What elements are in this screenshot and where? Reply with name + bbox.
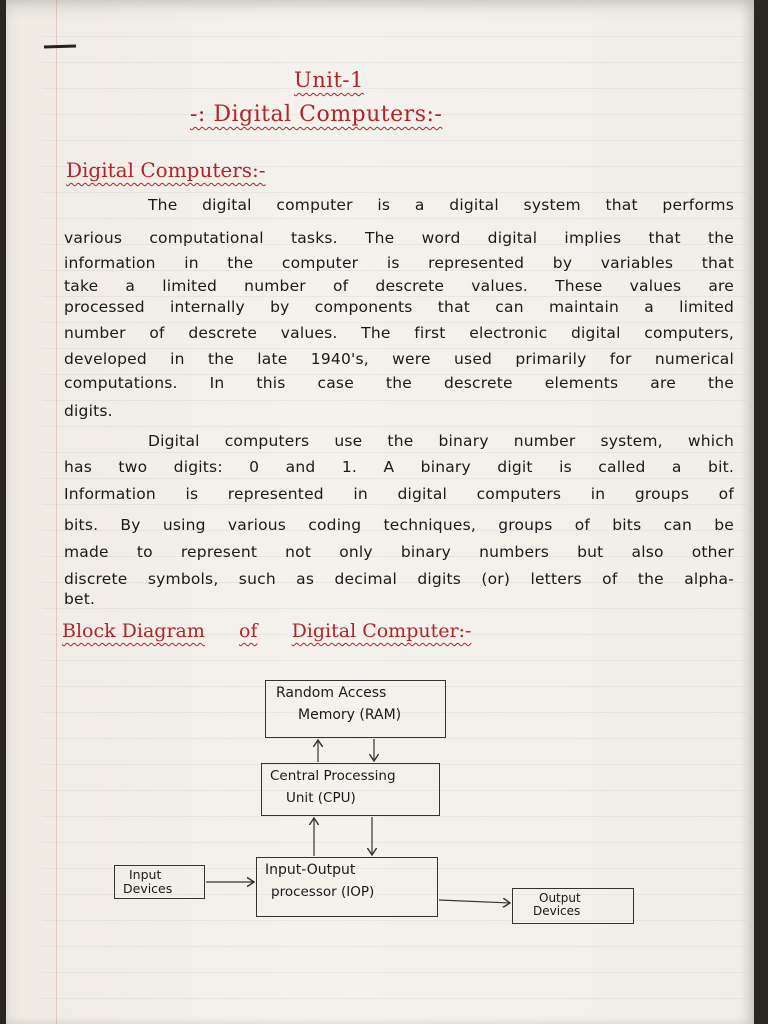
ruled-line: [42, 946, 746, 947]
ruled-line: [42, 348, 746, 349]
ruled-line: [42, 738, 746, 739]
ruled-line: [42, 192, 746, 193]
ruled-line: [42, 296, 746, 297]
paragraph2-line: has two digits: 0 and 1. A binary digit is called a bit.: [64, 458, 734, 476]
ruled-line: [42, 452, 746, 453]
paragraph2-line: Digital computers use the binary number system, which: [148, 432, 734, 450]
ruled-line: [42, 972, 746, 973]
paragraph2-line: made to represent not only binary numbers but also other: [64, 543, 734, 561]
page-heading-text: -: Digital Computers:-: [190, 102, 443, 127]
output-devices-box: [512, 888, 634, 924]
output-label-line2: Devices: [533, 904, 581, 918]
unit-title: Unit-1: [294, 68, 364, 92]
ruled-line: [42, 608, 746, 609]
ruled-line: [42, 816, 746, 817]
paragraph1-line: information in the computer is represented by variables that: [64, 254, 734, 272]
paragraph1-line: various computational tasks. The word digital implies that the: [64, 229, 734, 247]
section-heading-digital-computers: Digital Computers:-: [66, 158, 266, 182]
iop-label-line2: processor (IOP): [271, 884, 375, 900]
ram-label-line1: Random Access: [276, 685, 387, 701]
paragraph1-line: The digital computer is a digital system that performs: [148, 196, 734, 214]
input-label-line2: Devices: [123, 881, 173, 896]
ram-label-line2: Memory (RAM): [298, 707, 402, 723]
paragraph2-line: Information is represented in digital computers in groups of: [64, 485, 734, 503]
cpu-label-line1: Central Processing: [270, 768, 396, 784]
input-label-line1: Input: [129, 867, 162, 882]
paragraph2-line: bet.: [64, 590, 96, 608]
ram-box: [265, 680, 446, 738]
output-label-line1: Output: [539, 891, 581, 905]
paragraph1-line: computations. In this case the descrete elements are the: [64, 374, 734, 392]
ruled-line: [42, 426, 746, 427]
ruled-line: [42, 140, 746, 141]
ruled-line: [42, 88, 746, 89]
ruled-line: [42, 920, 746, 921]
ruled-line: [42, 36, 746, 37]
ruled-line: [42, 62, 746, 63]
iop-box: [256, 857, 438, 917]
paragraph1-line: developed in the late 1940's, were used primarily for numerical: [64, 350, 734, 368]
block-diagram-text: Block Diagram: [62, 620, 205, 642]
paragraph2-line: discrete symbols, such as decimal digits (or) letters of the alpha-: [64, 570, 734, 588]
ruled-line: [42, 504, 746, 505]
ruled-line: [42, 842, 746, 843]
cpu-box: [261, 763, 440, 816]
digital-computer-text: Digital Computer:-: [291, 620, 472, 642]
ruled-line: [42, 478, 746, 479]
input-devices-box: [114, 865, 205, 899]
cpu-label-line2: Unit (CPU): [286, 790, 356, 806]
paragraph2-line: bits. By using various coding techniques, groups of bits can be: [64, 516, 734, 534]
paragraph1-line: take a limited number of descrete values. These values are: [64, 277, 734, 295]
section-heading-block-diagram: [62, 620, 471, 642]
ruled-line: [42, 218, 746, 219]
paragraph1-line: digits.: [64, 402, 113, 420]
margin-line: [56, 0, 57, 1024]
page-heading: [190, 102, 442, 127]
of-text: of: [239, 620, 258, 642]
ruled-line: [42, 660, 746, 661]
paragraph1-line: processed internally by components that can maintain a limited: [64, 298, 734, 316]
paragraph1-line: number of descrete values. The first electronic digital computers,: [64, 324, 734, 342]
ruled-line: [42, 400, 746, 401]
ruled-line: [42, 998, 746, 999]
iop-label-line1: Input-Output: [265, 862, 356, 878]
ruled-line: [42, 322, 746, 323]
